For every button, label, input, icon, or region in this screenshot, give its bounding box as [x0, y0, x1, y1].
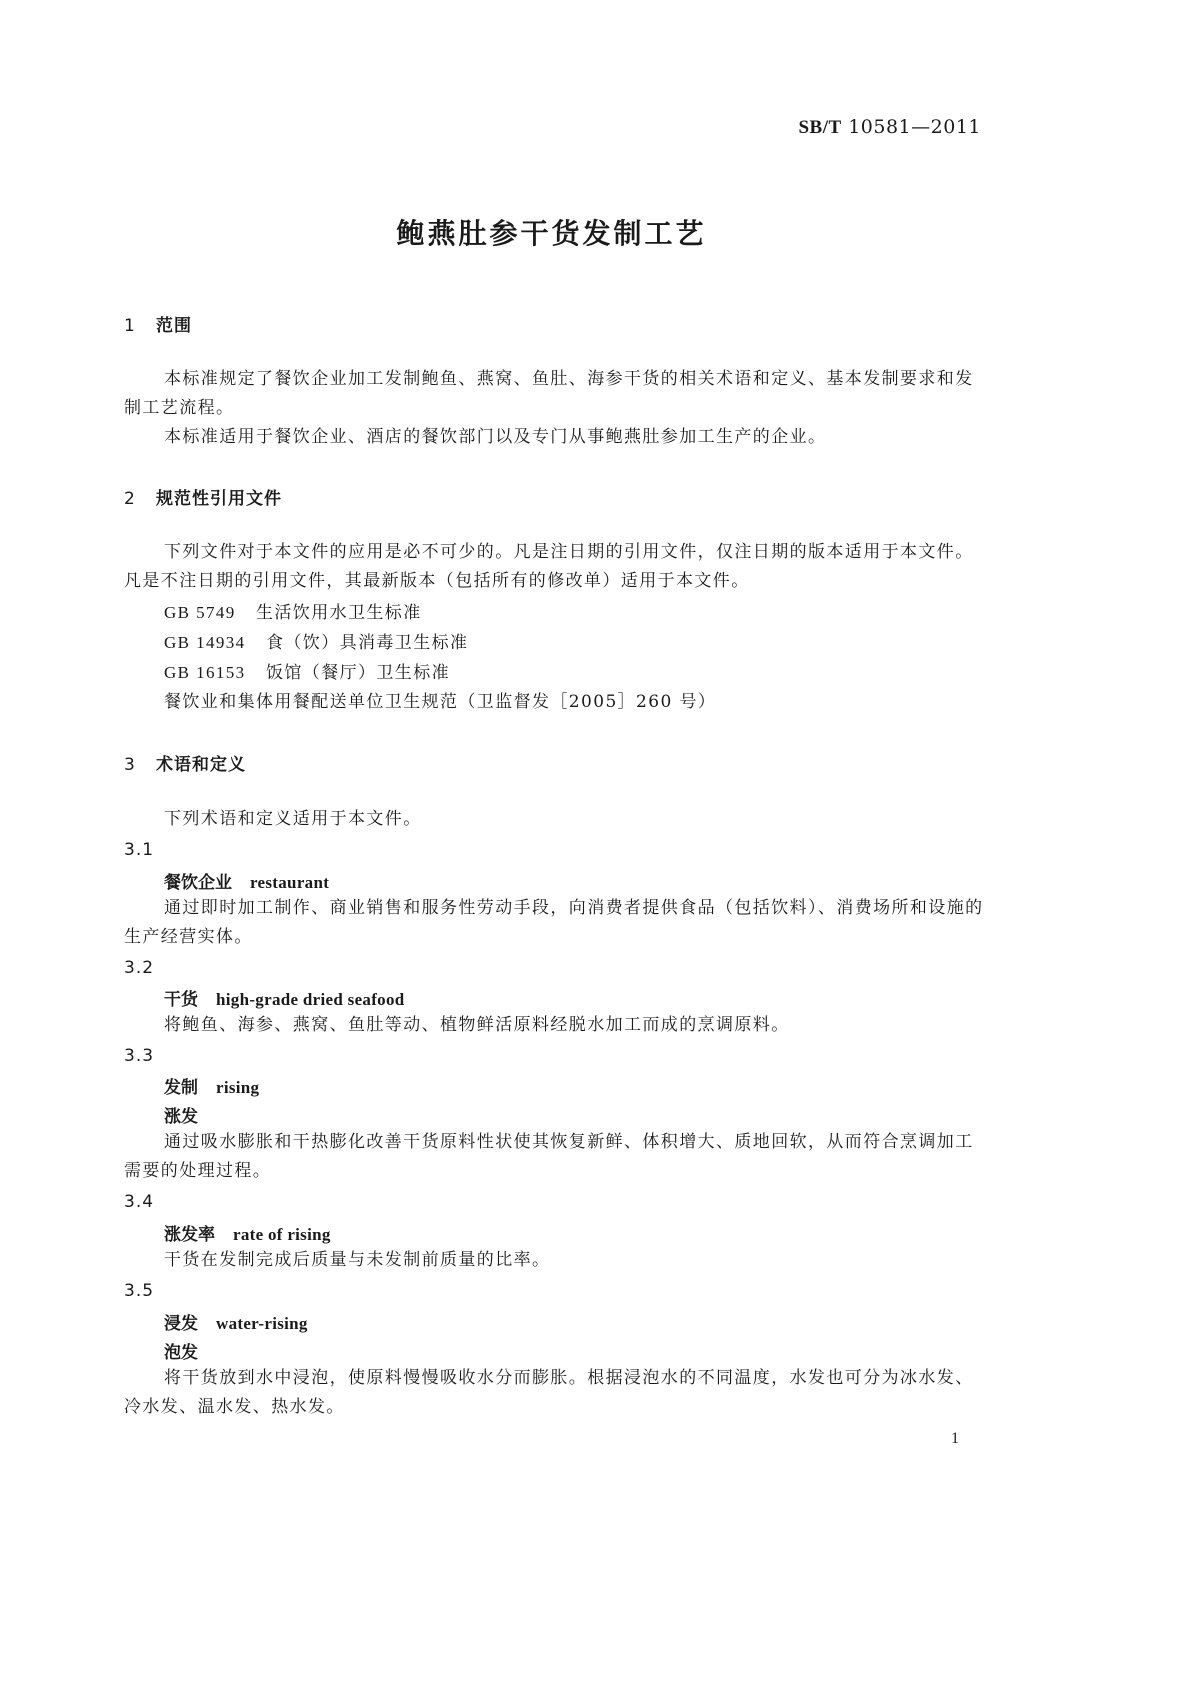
- term-heading: [164, 868, 329, 893]
- section-2-heading: [124, 484, 282, 509]
- reference-item: [164, 628, 468, 658]
- term-definition: 将干货放到水中浸泡，使原料慢慢吸收水分而膨胀。根据浸泡水的不同温度，水发也可分为冰水发、冷水发、温水发、热水发。: [124, 1368, 974, 1417]
- term-en: restaurant: [250, 873, 330, 892]
- clause-number: 3.4: [124, 1192, 155, 1212]
- section-number: 2: [124, 489, 136, 509]
- section-number: 3: [124, 755, 136, 775]
- reference-title: 生活饮用水卫生标准: [256, 603, 422, 623]
- standard-code: [798, 116, 981, 139]
- section-title: 规范性引用文件: [156, 489, 282, 509]
- term-synonym: 泡发: [164, 1343, 198, 1363]
- clause-number: 3.2: [124, 958, 155, 978]
- term-definition: 将鲍鱼、海参、燕窝、鱼肚等动、植物鲜活原料经脱水加工而成的烹调原料。: [164, 1015, 790, 1035]
- section-3-heading: [124, 750, 246, 775]
- term-heading: [164, 1309, 308, 1334]
- term-zh: 涨发率: [164, 1225, 215, 1245]
- section-3-intro: 下列术语和定义适用于本文件。: [164, 809, 422, 829]
- clause-number: 3.3: [124, 1046, 155, 1066]
- reference-item: [164, 598, 422, 628]
- page-number: 1: [951, 1430, 959, 1447]
- term-zh: 干货: [164, 990, 198, 1010]
- standard-prefix: SB/T: [798, 117, 842, 138]
- reference-title: 饭馆（餐厅）卫生标准: [266, 663, 450, 683]
- standard-number: 10581—2011: [848, 116, 981, 138]
- clause-number: 3.5: [124, 1281, 155, 1301]
- term-zh: 浸发: [164, 1314, 198, 1334]
- reference-title: 食（饮）具消毒卫生标准: [266, 633, 469, 653]
- term-en: rate of rising: [233, 1225, 331, 1244]
- term-en: high-grade dried seafood: [216, 990, 405, 1009]
- term-definition: 通过吸水膨胀和干热膨化改善干货原料性状使其恢复新鲜、体积增大、质地回软，从而符合烹调加工需要的处理过程。: [124, 1132, 974, 1181]
- term-en: rising: [216, 1078, 260, 1097]
- term-heading: [164, 1073, 259, 1098]
- reference-item: [164, 658, 450, 688]
- section-2-paragraph-1: 下列文件对于本文件的应用是必不可少的。凡是注日期的引用文件，仅注日期的版本适用于本文件。凡是不注日期的引用文件，其最新版本（包括所有的修改单）适用于本文件。: [124, 542, 974, 591]
- reference-code: GB 5749: [164, 603, 236, 622]
- clause-number: 3.1: [124, 840, 155, 860]
- term-en: water-rising: [216, 1314, 308, 1333]
- section-1-paragraph-2: 本标准适用于餐饮企业、酒店的餐饮部门以及专门从事鲍燕肚参加工生产的企业。: [164, 427, 827, 447]
- term-synonym: 涨发: [164, 1107, 198, 1127]
- reference-regulation: 餐饮业和集体用餐配送单位卫生规范（卫监督发［2005］260 号）: [164, 692, 717, 712]
- section-1-heading: [124, 311, 192, 336]
- term-zh: 发制: [164, 1078, 198, 1098]
- reference-code: GB 16153: [164, 663, 246, 682]
- term-definition: 通过即时加工制作、商业销售和服务性劳动手段，向消费者提供食品（包括饮料）、消费场所和设施的生产经营实体。: [124, 898, 984, 947]
- section-number: 1: [124, 316, 136, 336]
- section-1-paragraph-1: 本标准规定了餐饮企业加工发制鲍鱼、燕窝、鱼肚、海参干货的相关术语和定义、基本发制要求和发制工艺流程。: [124, 369, 974, 418]
- term-heading: [164, 985, 405, 1010]
- term-zh: 餐饮企业: [164, 873, 232, 893]
- section-title: 范围: [156, 316, 192, 336]
- reference-code: GB 14934: [164, 633, 246, 652]
- term-heading: [164, 1220, 331, 1245]
- document-title: 鲍燕肚参干货发制工艺: [396, 217, 707, 250]
- section-title: 术语和定义: [156, 755, 246, 775]
- term-definition: 干货在发制完成后质量与未发制前质量的比率。: [164, 1250, 551, 1270]
